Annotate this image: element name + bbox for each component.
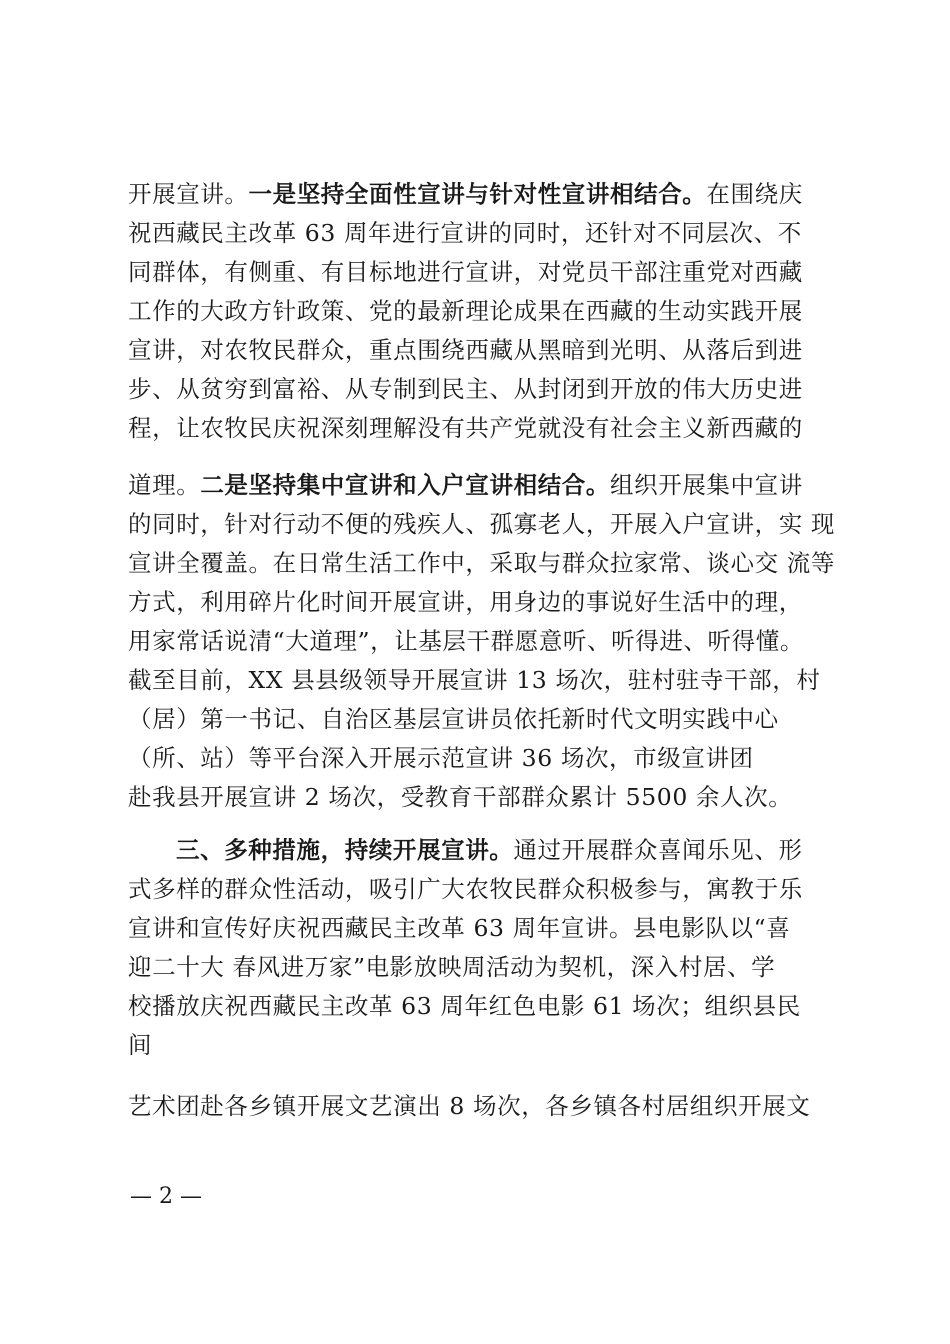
text-run: 组织开展集中宣讲: [610, 471, 803, 499]
text-line: 同群体，有侧重、有目标地进行宣讲，对党员干部注重党对西藏: [128, 258, 803, 286]
page-number: — 2 —: [130, 1184, 202, 1209]
text-run: 开展宣讲。: [128, 180, 249, 208]
text-line: 工作的大政方针政策、党的最新理论成果在西藏的生动实践开展: [128, 297, 803, 325]
text-line: 艺术团赴各乡镇开展文艺演出 8 场次，各乡镇各村居组织开展文: [128, 1092, 811, 1120]
text-line: （居）第一书记、自治区基层宣讲员依托新时代文明实践中心: [128, 705, 779, 733]
text-run: 在围绕庆: [706, 180, 803, 208]
text-line: [128, 471, 803, 499]
text-run: 道理。: [128, 471, 201, 499]
text-line: [128, 180, 803, 208]
text-line: 方式，利用碎片化时间开展宣讲，用身边的事说好生活中的理，: [128, 588, 803, 616]
text-line: （所、站）等平台深入开展示范宣讲 36 场次，市级宣讲团: [128, 744, 754, 772]
text-line: 宣讲全覆盖。在日常生活工作中，采取与群众拉家常、谈心交 流等: [128, 549, 835, 577]
text-line: 校播放庆祝西藏民主改革 63 周年红色电影 61 场次；组织县民: [128, 992, 801, 1020]
text-line: 的同时，针对行动不便的残疾人、孤寡老人，开展入户宣讲，实 现: [128, 510, 835, 538]
text-line: 宣讲，对农牧民群众，重点围绕西藏从黑暗到光明、从落后到进: [128, 336, 803, 364]
text-line: 间: [128, 1031, 153, 1059]
text-line: 祝西藏民主改革 63 周年进行宣讲的同时，还针对不同层次、不: [128, 219, 802, 247]
text-line: 程，让农牧民庆祝深刻理解没有共产党就没有社会主义新西藏的: [128, 414, 803, 442]
heading-run: 一是坚持全面性宣讲与针对性宣讲相结合。: [248, 180, 707, 208]
section-heading: 三、多种措施，持续开展宣讲。: [176, 836, 514, 864]
text-line: 用家常话说清“大道理”，让基层干群愿意听、听得进、听得懂。: [128, 627, 804, 655]
text-line: 赴我县开展宣讲 2 场次，受教育干部群众累计 5500 余人次。: [128, 783, 793, 811]
text-line: 迎二十大 春风进万家”电影放映周活动为契机，深入村居、学: [128, 953, 776, 981]
text-run: 通过开展群众喜闻乐见、形: [513, 836, 803, 864]
text-line: [176, 836, 803, 864]
text-line: 式多样的群众性活动，吸引广大农牧民群众积极参与，寓教于乐: [128, 875, 803, 903]
text-line: 截至目前，XX 县县级领导开展宣讲 13 场次，驻村驻寺干部，村: [128, 666, 821, 694]
text-line: 宣讲和宣传好庆祝西藏民主改革 63 周年宣讲。县电影队以“喜: [128, 914, 791, 942]
heading-run: 二是坚持集中宣讲和入户宣讲相结合。: [200, 471, 611, 499]
text-line: 步、从贫穷到富裕、从专制到民主、从封闭到开放的伟大历史进: [128, 375, 803, 403]
